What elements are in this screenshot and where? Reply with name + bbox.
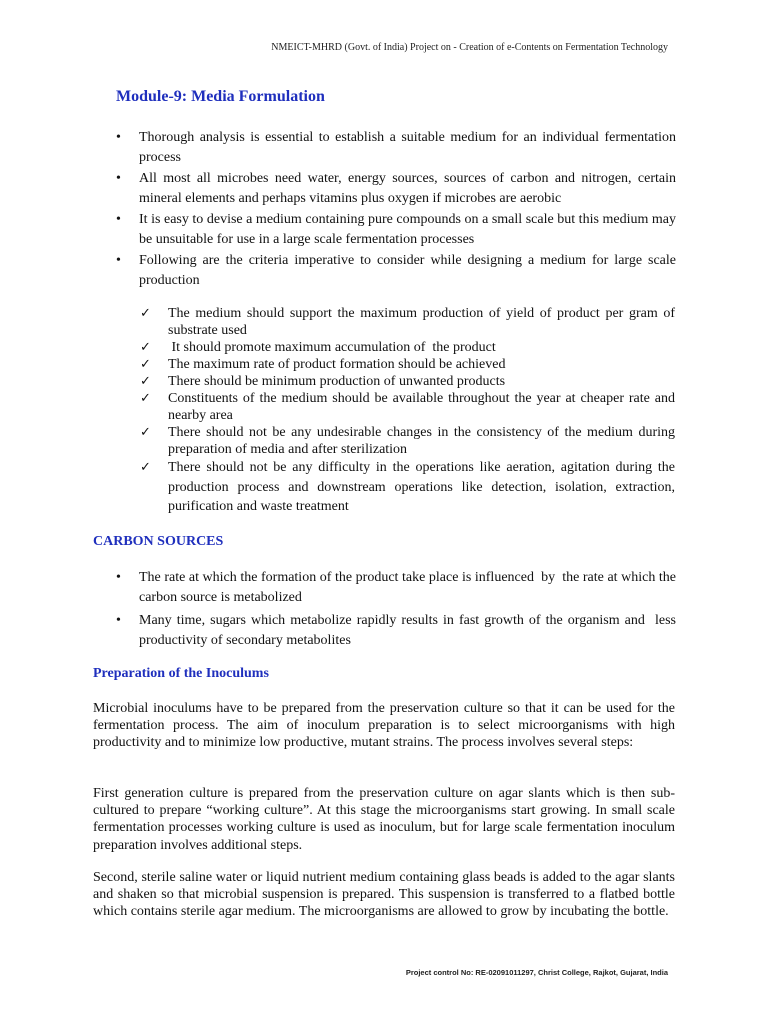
list-item: • All most all microbes need water, energy sources, sources of carbon and nitrogen, certain mineral elements and perhaps vitamins plus oxygen if microbes are aerobic [116, 171, 676, 206]
checklist-item: ✓ The maximum rate of product formation should be achieved [140, 357, 506, 372]
page-footer: Project control No: RE-02091011297, Christ College, Rajkot, Gujarat, India [405, 968, 668, 977]
checklist-item: ✓ Constituents of the medium should be available throughout the year at cheaper rate and nearby area [140, 391, 675, 423]
inoculum-heading: Preparation of the Inoculums [93, 666, 269, 681]
checkmark-icon: ✓ [140, 357, 151, 372]
checklist-item: ✓ There should not be any difficulty in the operations like aeration, agitation during the production process and downstream operations like detection, isolation, extraction, purification and waste treatment [140, 460, 675, 514]
checkmark-icon: ✓ [140, 306, 151, 321]
checkmark-icon: ✓ [140, 425, 151, 440]
list-item: • Many time, sugars which metabolize rapidly results in fast growth of the organism and less productivity of secondary metabolites [116, 613, 680, 648]
checklist-item: ✓ There should be minimum production of unwanted products [140, 374, 506, 389]
checklist-item: ✓ The medium should support the maximum production of yield of product per gram of substrate used [140, 306, 675, 338]
criteria-checklist [140, 305, 675, 517]
bullet-icon: • [116, 212, 121, 227]
list-item: • Thorough analysis is essential to establish a suitable medium for an individual fermentation process [116, 130, 676, 165]
list-item: • Following are the criteria imperative to consider while designing a medium for large scale production [116, 253, 676, 288]
carbon-bullet-list [116, 568, 680, 654]
bullet-icon: • [116, 613, 121, 628]
intro-bullet-list [116, 128, 676, 292]
checklist-item: ✓ It should promote maximum accumulation of the product [140, 340, 496, 355]
carbon-sources-heading: CARBON SOURCES [93, 534, 224, 549]
checklist-item: ✓ There should not be any undesirable changes in the consistency of the medium during preparation of media and after sterilization [140, 425, 675, 457]
bullet-icon: • [116, 570, 121, 585]
paragraph: Second, sterile saline water or liquid nutrient medium containing glass beads is added to the agar slants and shaken so that microbial suspension is prepared. This suspension is transferred to a flatbed bottle which contains sterile agar medium. The microorganisms are allowed to grow by incubating the bottle. [93, 870, 675, 920]
page-header: NMEICT-MHRD (Govt. of India) Project on - Creation of e-Contents on Fermentation Technology [271, 42, 668, 53]
bullet-icon: • [116, 171, 121, 186]
bullet-icon: • [116, 253, 121, 268]
checkmark-icon: ✓ [140, 391, 151, 406]
checkmark-icon: ✓ [140, 460, 151, 475]
bullet-icon: • [116, 130, 121, 145]
paragraph: First generation culture is prepared from the preservation culture on agar slants which is then sub-cultured to prepare “working culture”. At this stage the microorganisms start growing. In small scale fermentation processes working culture is used as inoculum, but for large scale fermentation inoculum preparation involves additional steps. [93, 786, 675, 853]
list-item: • The rate at which the formation of the product take place is influenced by the rate at which the carbon source is metabolized [116, 570, 680, 605]
checkmark-icon: ✓ [140, 340, 151, 355]
checkmark-icon: ✓ [140, 374, 151, 389]
module-title: Module-9: Media Formulation [116, 88, 325, 105]
paragraph: Microbial inoculums have to be prepared from the preservation culture so that it can be used for the fermentation process. The aim of inoculum preparation is to select microorganisms with high productivity and to minimize low productive, mutant strains. The process involves several steps: [93, 701, 675, 751]
list-item: • It is easy to devise a medium containing pure compounds on a small scale but this medium may be unsuitable for use in a large scale fermentation processes [116, 212, 676, 247]
